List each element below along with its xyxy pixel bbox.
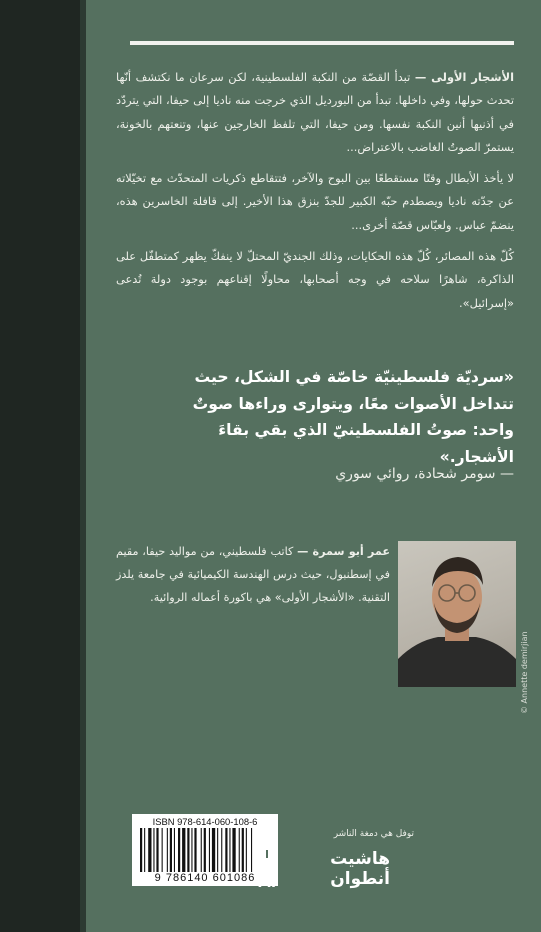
publisher-name-line-1: هاشيت — [330, 849, 390, 869]
barcode-bars — [140, 828, 270, 872]
author-portrait-icon — [398, 541, 516, 687]
review-quote: «سرديّة فلسطينيّة خاصّة في الشكل، حيث تتداخل الأصوات معًا، ويتوارى وراءها صوتٌ واحد: صوتُ الفلسطينيّ الذي بقي بقاءَ الأشجار.» — [192, 368, 514, 466]
author-bio — [116, 541, 390, 609]
photo-credit-text: © Annette demirjian — [520, 631, 529, 714]
blurb-text-1: تبدأ القصّة من النكبة الفلسطينية، لكن سرعان ما نكتشف أنّها تحدث حولها، وفي داخلها. تبدأ من البورديل الذي خرجت منه ناديا إلى حيفا، التي يتردّد في أذنيها أنين النكبة نفسها. ومن حيفا، التي تلفظ الخارجين عنها، وتنعتهم بالخونة، يستمرّ الصوتُ الغاضب بالاعتراض... — [116, 70, 514, 154]
blurb-paragraph-1 — [116, 66, 514, 159]
blurb-title: الأشجار الأولى — — [414, 70, 514, 84]
review-source: — سومر شحادة، روائي سوري — [335, 466, 514, 482]
barcode — [132, 814, 278, 886]
publisher-logo — [258, 850, 390, 890]
blurb-paragraph-2: لا يأخذ الأبطال وقتًا مستقطعًا بين البوح والآخر، فتتقاطع ذكريات المتحدّث مع تخيّلاته عن جدّته ناديا ويصطدم حبّه الكبير للجدّ بنزق هذا الأخير. إلى قافلة الخاسرين هذه، ينضمّ عباس. ولعبّاس قصّة أخرى... — [116, 171, 514, 232]
author-bio-text: كاتب فلسطيني، من مواليد حيفا، مقيم في إسطنبول، حيث درس الهندسة الكيميائية في جامعة يلدز التقنية. «الأشجار الأولى» هي باكورة أعماله الروائية. — [116, 545, 390, 604]
barcode-digits: 9 786140 601086 — [154, 872, 256, 884]
antoine-mark-icon: A. — [258, 871, 276, 891]
top-rule — [130, 41, 514, 45]
isbn-label: ISBN 978-614-060-108-6 — [152, 816, 258, 827]
photo-credit — [516, 614, 536, 714]
author-photo — [398, 541, 516, 687]
blurb — [116, 66, 514, 323]
blurb-paragraph-3: كُلّ هذه المصائر، كُلّ هذه الحكايات، وذلك الجنديّ المحتلّ لا ينفكّ يظهر كمتطفّل على الذاكرة، شاهرًا سلاحه في وجه أصحابها، محاولًا إقناعهم بوجود دولة تُدعى «إسرائيل». — [116, 249, 514, 310]
hachette-mark-icon — [258, 850, 276, 868]
distributor-note: توفل هي دمغة الناشر — [333, 829, 414, 839]
book-spine — [0, 0, 80, 932]
author-name: عمر أبو سمرة — — [297, 545, 390, 558]
publisher-name-line-2: أنطوان — [330, 869, 390, 889]
